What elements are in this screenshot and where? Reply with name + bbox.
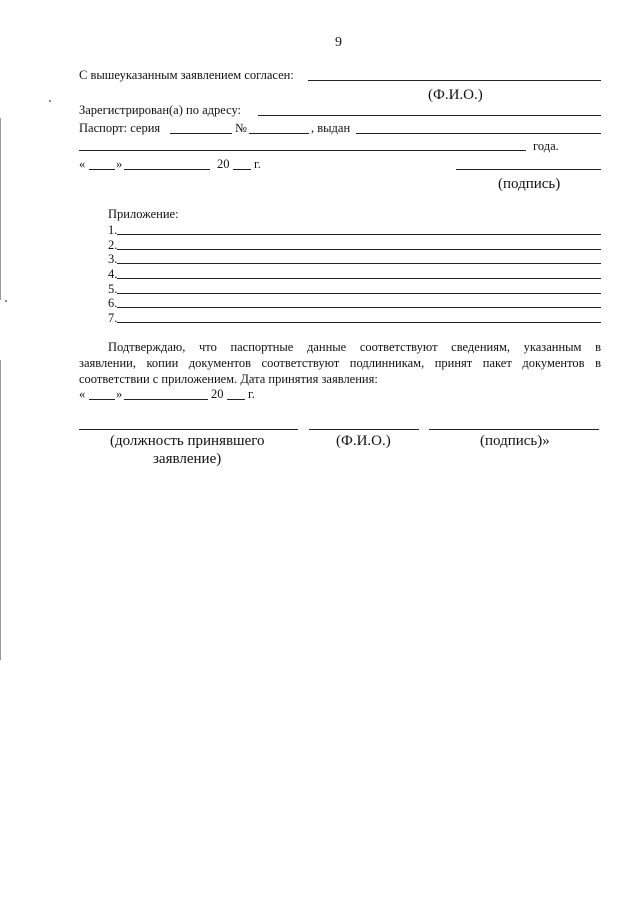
attachment-item-line bbox=[117, 234, 601, 235]
position-signature-line bbox=[79, 429, 298, 430]
fio-caption: (Ф.И.О.) bbox=[336, 433, 391, 449]
confirmation-text-line: заявлении, копии документов соответствуют подлинникам, принят пакет документов в bbox=[79, 356, 601, 370]
attachment-title: Приложение: bbox=[108, 207, 179, 221]
date-year-suffix: г. bbox=[248, 387, 255, 401]
date-close-quote: » bbox=[116, 157, 123, 171]
attachment-item-line bbox=[117, 278, 601, 279]
attachment-item-line bbox=[117, 307, 601, 308]
attachment-item-line bbox=[117, 263, 601, 264]
consent-label: С вышеуказанным заявлением согласен: bbox=[79, 68, 294, 82]
date-open-quote: « bbox=[79, 157, 86, 171]
passport-series-label: Паспорт: серия bbox=[79, 121, 161, 135]
scan-edge-mark bbox=[0, 360, 1, 660]
passport-number-label: № bbox=[235, 121, 247, 135]
date-month-line bbox=[124, 399, 208, 400]
fio-caption: (Ф.И.О.) bbox=[428, 87, 483, 103]
date-open-quote: « bbox=[79, 387, 86, 401]
attachment-item-number: 3. bbox=[108, 252, 118, 266]
position-caption-continuation: заявление) bbox=[153, 451, 222, 467]
attachment-item-number: 6. bbox=[108, 296, 118, 310]
issued-by-line bbox=[356, 133, 601, 134]
date-close-quote: » bbox=[116, 387, 123, 401]
page-number: 9 bbox=[335, 35, 342, 50]
date-year-prefix: 20 bbox=[211, 387, 224, 401]
date-day-line bbox=[89, 169, 115, 170]
date-year-prefix: 20 bbox=[217, 157, 230, 171]
signature-line bbox=[456, 169, 601, 170]
fio-signature-line bbox=[309, 429, 419, 430]
scan-speck bbox=[49, 100, 51, 102]
scan-speck bbox=[5, 300, 7, 302]
fio-field-line bbox=[308, 80, 601, 81]
attachment-item-number: 2. bbox=[108, 238, 118, 252]
attachment-item-number: 7. bbox=[108, 311, 118, 325]
passport-number-line bbox=[249, 133, 309, 134]
address-field-line bbox=[258, 115, 601, 116]
signature-line bbox=[429, 429, 599, 430]
scan-edge-mark bbox=[0, 118, 1, 300]
year-suffix: года. bbox=[533, 139, 559, 153]
attachment-item-line bbox=[117, 249, 601, 250]
position-caption: (должность принявшего bbox=[110, 433, 265, 449]
date-year-line bbox=[227, 399, 245, 400]
registered-label: Зарегистрирован(а) по адресу: bbox=[79, 103, 242, 117]
date-day-line bbox=[89, 399, 115, 400]
attachment-item-number: 4. bbox=[108, 267, 118, 281]
attachment-item-line bbox=[117, 293, 601, 294]
passport-series-line bbox=[170, 133, 232, 134]
attachment-item-number: 1. bbox=[108, 223, 118, 237]
issued-by-continuation-line bbox=[79, 150, 526, 151]
date-year-suffix: г. bbox=[254, 157, 261, 171]
confirmation-text-line: Подтверждаю, что паспортные данные соответствуют сведениям, указанным в bbox=[108, 340, 601, 354]
confirmation-text-line: соответствии с приложением. Дата принятия заявления: bbox=[79, 372, 378, 386]
attachment-item-line bbox=[117, 322, 601, 323]
date-month-line bbox=[124, 169, 210, 170]
date-year-line bbox=[233, 169, 251, 170]
signature-caption: (подпись)» bbox=[480, 433, 550, 449]
signature-caption: (подпись) bbox=[498, 176, 561, 192]
attachment-item-number: 5. bbox=[108, 282, 118, 296]
issued-label: , выдан bbox=[311, 121, 351, 135]
